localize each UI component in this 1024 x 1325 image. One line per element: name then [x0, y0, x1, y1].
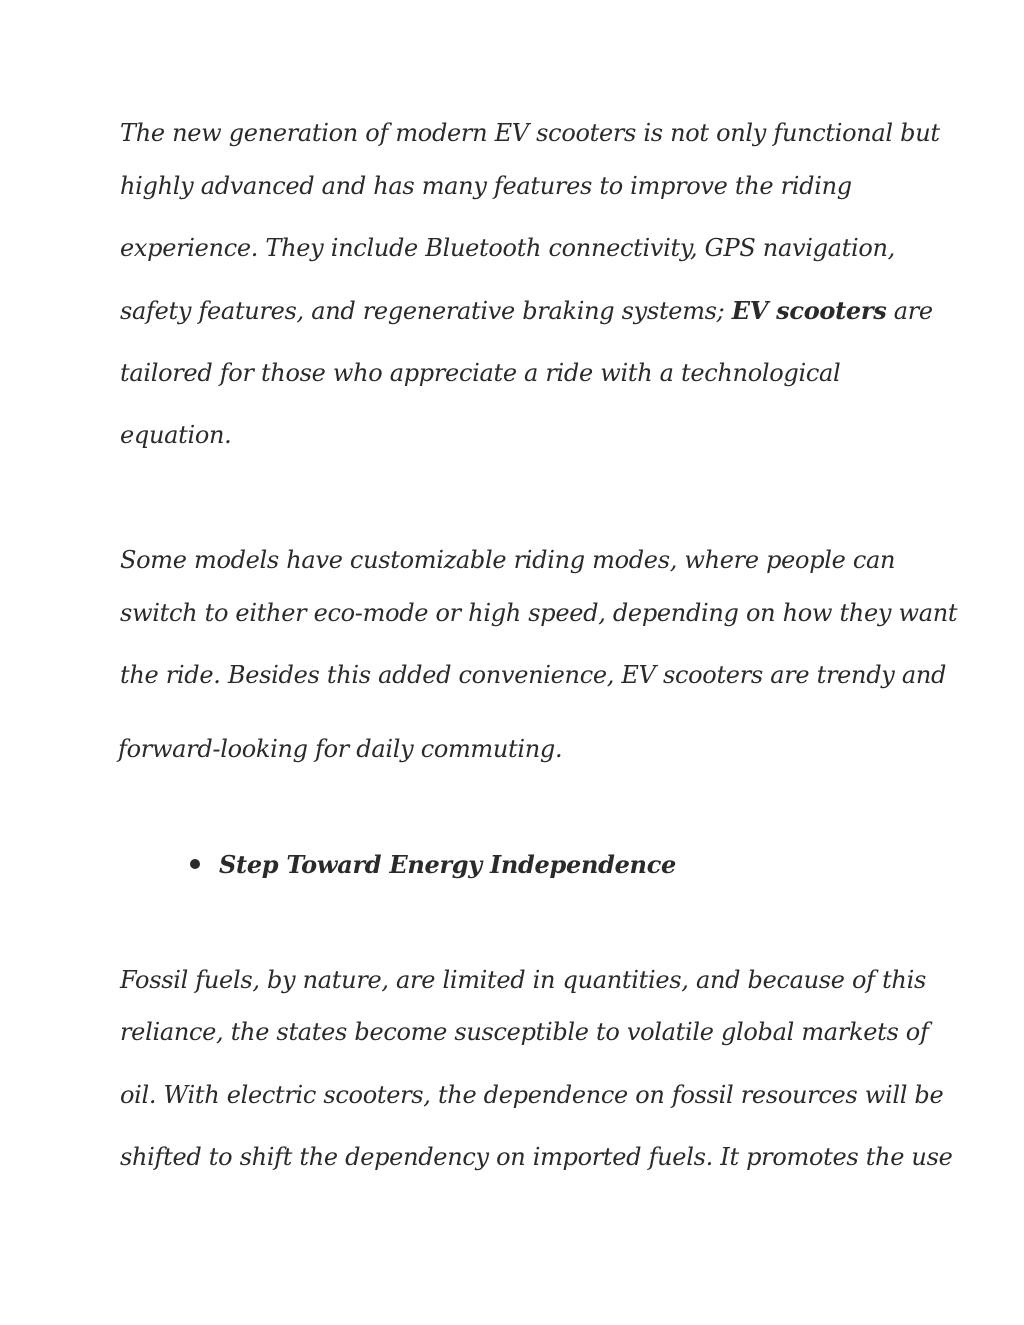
text-segment: are [886, 297, 933, 325]
paragraph-line: switch to either eco-mode or high speed, depending on how they want [120, 599, 958, 627]
paragraph-line: reliance, the states become susceptible to volatile global markets of [120, 1018, 929, 1046]
paragraph-line: shifted to shift the dependency on imported fuels. It promotes the use [120, 1143, 953, 1171]
paragraph-line: Some models have customizable riding modes, where people can [120, 546, 896, 574]
bullet-dot-icon [190, 859, 200, 869]
paragraph-line: forward-looking for daily commuting. [118, 735, 563, 763]
paragraph-line: highly advanced and has many features to improve the riding [120, 172, 852, 200]
paragraph-line: experience. They include Bluetooth connectivity, GPS navigation, [120, 234, 896, 262]
paragraph-line: The new generation of modern EV scooters is not only functional but [120, 119, 940, 147]
bullet-heading-text: Step Toward Energy Independence [219, 849, 676, 879]
paragraph-line: equation. [120, 421, 232, 449]
paragraph-line: oil. With electric scooters, the dependence on fossil resources will be [120, 1081, 944, 1109]
text-segment: safety features, and regenerative braking systems; [120, 297, 732, 325]
paragraph-line: Fossil fuels, by nature, are limited in quantities, and because of this [120, 966, 926, 994]
paragraph-line: tailored for those who appreciate a ride with a technological [120, 359, 841, 387]
bullet-heading [190, 848, 676, 880]
bold-keyword: EV scooters [731, 296, 887, 325]
paragraph-line-with-bold [120, 296, 933, 326]
paragraph-line: the ride. Besides this added convenience, EV scooters are trendy and [120, 661, 947, 689]
